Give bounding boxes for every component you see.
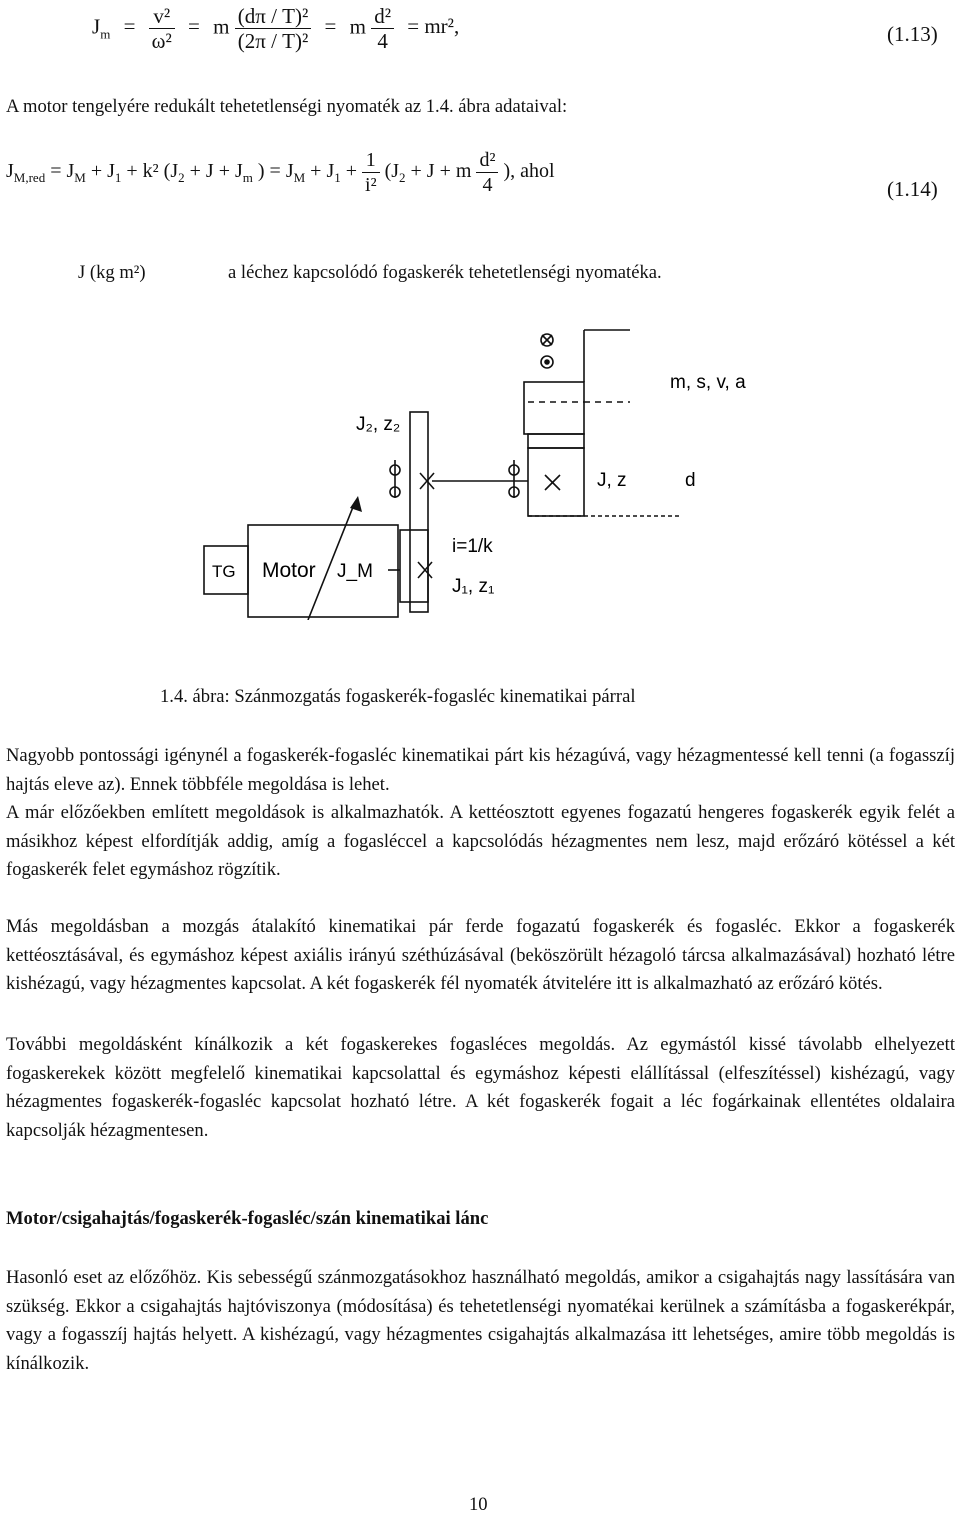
bearing-group-1: [390, 460, 400, 498]
eq-sign: =: [188, 14, 200, 39]
label-Jz: J, z: [597, 470, 627, 491]
eq-part: + J: [310, 160, 335, 183]
section-heading: Motor/csigahajtás/fogaskerék-fogasléc/szán kinematikai lánc: [6, 1208, 489, 1229]
figure-caption: 1.4. ábra: Szánmozgatás fogaskerék-fogasléc kinematikai párral: [160, 686, 636, 707]
gear-J1: [400, 530, 428, 602]
equation-number-1-13: (1.13): [887, 22, 938, 46]
eq-sign: =: [324, 14, 337, 39]
paragraph-1: Nagyobb pontossági igénynél a fogaskerék-fogasléc kinematikai párt kis hézagúvá, vagy hézagmentessé kell tenni (a fogasszíj hajtás eleve az). Ennek többféle megoldása is lehet.: [6, 745, 955, 795]
eq-subscript: M: [74, 170, 86, 186]
eq-subscript: m: [242, 170, 253, 186]
eq-symbol: m: [349, 14, 366, 39]
rack-bar: [528, 434, 584, 448]
eq-part: ) = J: [257, 160, 294, 183]
definition-symbol: J (kg m²): [78, 262, 146, 283]
eq-fraction: [149, 4, 175, 53]
frac-denominator: 4: [482, 174, 493, 196]
eq-subscript: M,red: [13, 170, 46, 186]
paragraph-5: Hasonló eset az előzőhöz. Kis sebességű szánmozgatásokhoz használható megoldás, amikor a csigahajtás nagy lassítására van szükség. Ekkor a csigahajtás hajtóviszonya (módosítása) és tehetetlenségi nyomatékai kerülnek a számításba a fogaskerékpár, vagy a fogasszíj hajtás helyett. A kishézagú, vagy hézagmentes csigahajtás alkalmazása itt lehetséges, amire több megoldás is kínálkozik.: [6, 1267, 955, 1375]
eq-fraction: [235, 4, 312, 53]
paragraph-4: További megoldásként kínálkozik a két fogaskerekes fogasléces megoldás. Az egymástól kissé távolabb elhelyezett fogaskerekek között megfelelő kinematikai kapcsolattal és egymáshoz képesti elállítással (elfeszítéssel) kishézagú, vagy hézagmentes fogaskerék-fogasléc kapcsolat hozható létre. A két fogaskerék fogait a léc fogárkainak ellentétes oldalaira kapcsolják hézagmentesen.: [6, 1034, 955, 1142]
eq-part: + J + J: [189, 160, 243, 183]
eq-subscript: 1: [334, 170, 341, 186]
bearing-group-2: [509, 460, 519, 498]
eq-symbol: J: [92, 14, 101, 39]
paragraph-2: A már előzőekben említett megoldások is alkalmazhatók. A kettéosztott egyenes fogazatú hengeres fogaskerék egyik felét a másikhoz képest elfordítják addig, amíg a fogasléccel a kapcsolódás hézagmentes nem lesz, majd erőzáró kötéssel a két fogaskerék felet egymáshoz rögzítik.: [6, 802, 955, 881]
pinion-gear: [528, 448, 584, 516]
eq-part: = J: [50, 160, 75, 183]
frac-numerator: 1: [365, 149, 376, 171]
equation-1-14: [6, 148, 555, 197]
eq-subscript: 2: [399, 170, 406, 186]
eq-subscript: 1: [114, 170, 122, 186]
eq-part: + J: [90, 160, 115, 183]
eq-part: +: [345, 160, 358, 183]
slide-block: [524, 382, 584, 434]
equation-number-1-14: (1.14): [887, 177, 938, 201]
eq-fraction: [476, 148, 498, 197]
frac-numerator: v²: [153, 4, 171, 28]
equation-1-13: [92, 4, 459, 66]
paragraph-3: Más megoldásban a mozgás átalakító kinematikai pár ferde fogazatú fogaskerék és fogasléc. Ekkor a fogaskerék kettéosztásával, és egymáshoz képest axiális irányú széthúzásával (beköszörült hézagoló tárcsa alkalmazásával) hozható létre kishézagú, vagy hézagmentes kapcsolat. A két fogaskerék fél nyomaték átvitelére itt is alkalmazható az erőzáró kötés.: [6, 916, 955, 995]
definition-text: a léchez kapcsolódó fogaskerék tehetetlenségi nyomatéka.: [228, 262, 662, 283]
frac-numerator: (dπ / T)²: [237, 4, 309, 28]
eq-part: J: [6, 160, 14, 183]
eq-tail: = mr²,: [407, 14, 460, 39]
label-d: d: [685, 470, 696, 491]
intro-line: A motor tengelyére redukált tehetetlenségi nyomaték az 1.4. ábra adataival:: [6, 96, 568, 117]
eq-part: (J: [384, 160, 400, 183]
eq-sign: =: [123, 14, 136, 39]
eq-subscript: 2: [178, 170, 185, 186]
eq-part: + k² (J: [126, 160, 179, 183]
label-JM: J_M: [337, 561, 373, 582]
frac-denominator: i²: [365, 174, 377, 196]
frac-denominator: (2π / T)²: [237, 29, 309, 53]
label-ratio: i=1/k: [452, 536, 493, 557]
eq-part: ), ahol: [503, 160, 555, 183]
frac-denominator: ω²: [151, 29, 172, 53]
page-number: 10: [469, 1494, 488, 1515]
eq-symbol: m: [213, 14, 230, 39]
eq-fraction: [371, 4, 394, 53]
frac-numerator: d²: [374, 4, 391, 28]
label-msva: m, s, v, a: [670, 372, 746, 393]
label-TG: TG: [212, 562, 236, 581]
label-motor: Motor: [262, 559, 316, 582]
label-J2z2: J₂, z₂: [356, 414, 401, 435]
eq-subscript: m: [100, 26, 111, 42]
frac-denominator: 4: [377, 29, 388, 53]
label-J1z1: J₁, z₁: [452, 576, 495, 597]
kinematic-diagram: [190, 320, 790, 620]
eq-subscript: M: [293, 170, 306, 186]
eq-fraction: [362, 148, 380, 197]
frac-numerator: d²: [479, 149, 496, 171]
eq-part: + J + m: [410, 160, 472, 183]
gear-J2: [410, 412, 428, 612]
